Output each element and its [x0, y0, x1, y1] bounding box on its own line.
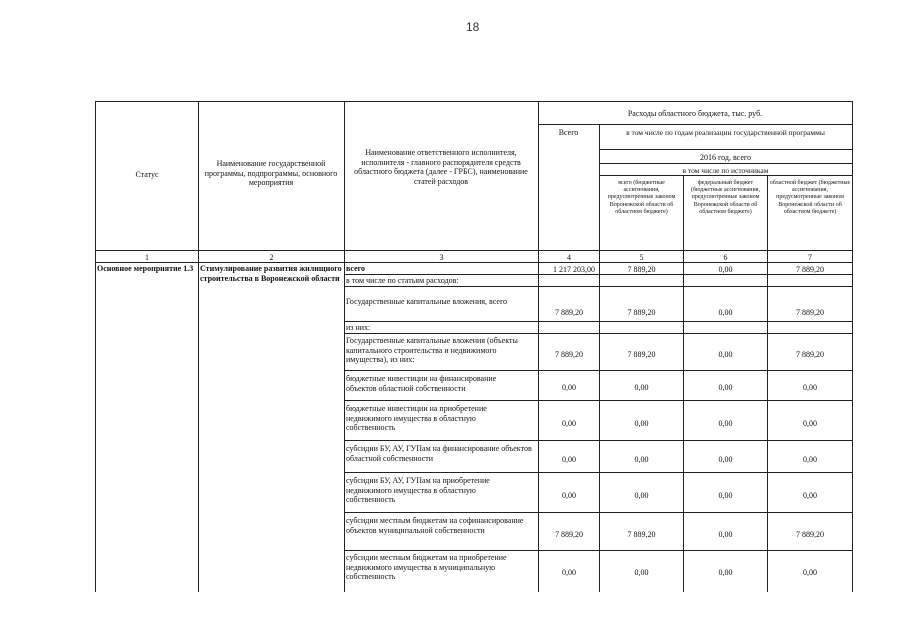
col-number: 7 — [808, 253, 812, 262]
header-rule — [599, 149, 852, 150]
col-border — [852, 101, 853, 592]
col-border — [198, 101, 199, 592]
header-total: Всего — [558, 128, 579, 137]
row-value-regional: 7 889,20 — [796, 308, 824, 317]
row-rule — [344, 440, 852, 441]
col-number: 3 — [439, 253, 444, 262]
header-rule — [538, 124, 852, 125]
header-expenses-title: Расходы областного бюджета, тыс. руб. — [627, 109, 763, 118]
program-cell: Стимулирование развития жилищного строительства в Воронежской области — [200, 264, 342, 283]
row-name: субсидии местным бюджетам на приобретение недвижимого имущества в муниципальную собственность — [346, 553, 507, 581]
row-rule — [344, 400, 852, 401]
row-value-regional: 7 889,20 — [796, 350, 824, 359]
col-number: 6 — [723, 253, 728, 262]
row-value-2016: 7 889,20 — [627, 350, 656, 359]
row-rule — [344, 550, 852, 551]
row-value-federal: 0,00 — [718, 568, 733, 577]
row-value-regional: 0,00 — [803, 455, 817, 464]
row-rule — [344, 286, 852, 287]
row-value-total: 0,00 — [562, 383, 576, 392]
row-value-federal: 0,00 — [718, 265, 733, 274]
row-value-regional: 7 889,20 — [796, 530, 824, 539]
row-value-federal: 0,00 — [718, 308, 733, 317]
row-value-federal: 0,00 — [718, 455, 733, 464]
row-name: в том числе по статьям расходов: — [346, 276, 459, 285]
row-value-2016: 0,00 — [634, 383, 649, 392]
row-value-total: 0,00 — [562, 491, 576, 500]
row-value-federal: 0,00 — [718, 530, 733, 539]
row-value-federal: 0,00 — [718, 383, 733, 392]
row-name: субсидии БУ, АУ, ГУПам на приобретение недвижимого имущества в областную собственность — [346, 476, 490, 504]
header-rule — [599, 163, 852, 164]
row-value-2016: 7 889,20 — [627, 530, 656, 539]
row-value-total: 0,00 — [562, 419, 576, 428]
header-year: 2016 год, всего — [700, 153, 751, 162]
table-top-border — [95, 101, 852, 102]
header-status: Статус — [135, 170, 159, 179]
row-rule — [344, 370, 852, 371]
row-name: всего — [346, 264, 366, 273]
row-name: из них: — [346, 323, 371, 332]
row-name: субсидии БУ, АУ, ГУПам на финансирование объектов областной собственности — [346, 444, 532, 463]
header-rule — [599, 175, 852, 176]
col-number: 5 — [639, 253, 644, 262]
page-number: 18 — [466, 20, 480, 34]
row-value-total: 7 889,20 — [555, 350, 583, 359]
row-rule — [344, 512, 852, 513]
row-rule — [344, 333, 852, 334]
row-value-regional: 0,00 — [803, 419, 817, 428]
row-value-total: 7 889,20 — [555, 308, 583, 317]
col-number: 4 — [567, 253, 571, 262]
col-border — [538, 101, 539, 592]
col-border — [344, 101, 345, 592]
row-value-2016: 0,00 — [634, 568, 649, 577]
row-value-2016: 0,00 — [634, 419, 649, 428]
header-by-sources: в том числе по источникам — [682, 166, 769, 175]
row-value-regional: 0,00 — [803, 383, 817, 392]
row-value-2016: 7 889,20 — [627, 265, 656, 274]
row-value-regional: 0,00 — [803, 568, 817, 577]
header-program-name: Наименование государственной программы, подпрограммы, основного мероприятия — [204, 159, 338, 187]
col-border — [95, 101, 96, 592]
row-value-federal: 0,00 — [718, 491, 733, 500]
row-name: бюджетные инвестиции на финансирование объектов областной собственности — [346, 374, 497, 393]
row-value-2016: 7 889,20 — [627, 308, 656, 317]
row-rule — [344, 321, 852, 322]
row-value-total: 7 889,20 — [555, 530, 583, 539]
header-source-total: всего (бюджетные ассигнования, предусмотренные законом Воронежской области об областном бюджете) — [607, 180, 676, 215]
col-number: 2 — [269, 253, 274, 262]
col-number: 1 — [145, 253, 149, 262]
row-name: Государственные капитальные вложения (объекты капитального строительства и недвижимого имущества), из них: — [346, 336, 518, 364]
header-source-regional: областной бюджет (бюджетные ассигнования, предусмотренные законом Воронежской области об областном бюджете) — [769, 180, 851, 215]
row-name: бюджетные инвестиции на приобретение недвижимого имущества в областную собственность — [346, 404, 487, 432]
status-cell: Основное мероприятие 1.3 — [97, 264, 194, 273]
row-value-total: 1 217 203,00 — [553, 265, 595, 274]
row-value-regional: 0,00 — [803, 491, 817, 500]
header-source-federal: федеральный бюджет (бюджетные ассигнования, предусмотренные законом Воронежской области об областном бюджете) — [690, 180, 760, 215]
header-bottom-rule — [95, 250, 852, 251]
row-value-2016: 0,00 — [634, 455, 649, 464]
row-value-federal: 0,00 — [718, 350, 733, 359]
header-executor: Наименование ответственного исполнителя, исполнителя - главного распорядителя средств областного бюджета (далее - ГРБС), наименование статей расходов — [354, 148, 528, 186]
row-value-total: 0,00 — [562, 455, 576, 464]
header-by-years: в том числе по годам реализации государственной программы — [626, 128, 825, 137]
row-name: субсидии местным бюджетам на софинансирование объектов муниципальной собственности — [346, 516, 524, 535]
row-value-total: 0,00 — [562, 568, 576, 577]
row-value-regional: 7 889,20 — [796, 265, 824, 274]
row-rule — [344, 472, 852, 473]
row-name: Государственные капитальные вложения, всего — [346, 297, 508, 306]
row-value-2016: 0,00 — [634, 491, 649, 500]
row-value-federal: 0,00 — [718, 419, 733, 428]
